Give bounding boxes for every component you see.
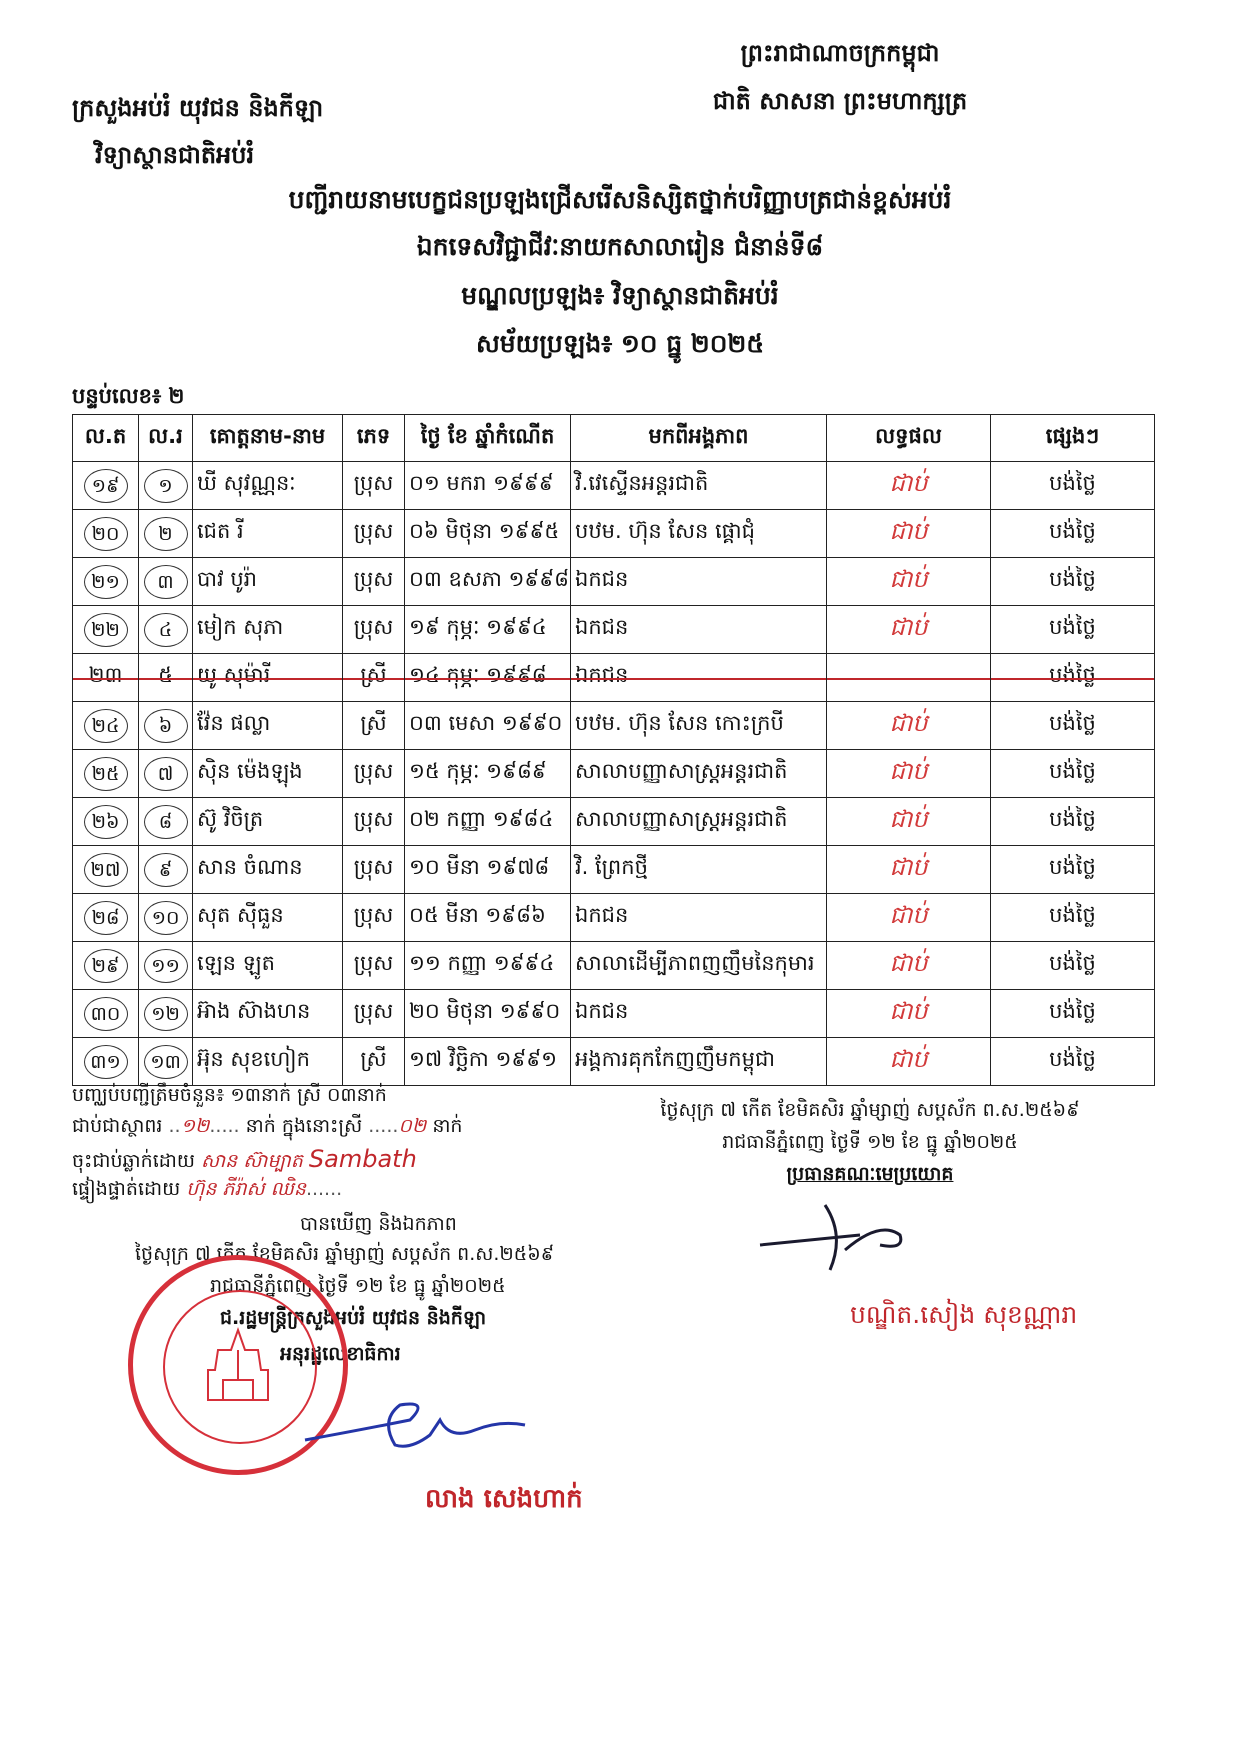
kingdom-line: ព្រះរាជាណាចក្រកម្ពុជា xyxy=(740,39,940,67)
chair-signature-icon xyxy=(750,1190,950,1280)
row-result: ជាប់ xyxy=(827,1038,991,1086)
present-line: ជាប់ជាស្ថាពរ ..១២..... នាក់ ក្នុងនោះស្រី .....០២ នាក់ xyxy=(72,1115,463,1137)
table-header-row xyxy=(73,415,1155,462)
row-sex: ប្រុស xyxy=(343,990,405,1038)
col-header-lt: ល.ត xyxy=(73,415,139,462)
approval-date-solar: រាជធានីភ្នំពេញ ថ្ងៃទី ១២ ខែ ធ្នូ ឆ្នាំ២០២៥ xyxy=(210,1275,506,1297)
row-lt: ២៣ xyxy=(73,654,139,702)
row-dob: ១៤ កុម្ភៈ ១៩៩៨ xyxy=(405,654,571,702)
row-sex: ស្រី xyxy=(343,654,405,702)
row-note: បង់ថ្លៃ xyxy=(991,846,1155,894)
present-count: ១២ xyxy=(180,1115,210,1137)
row-unit: ឯកជន xyxy=(571,990,827,1038)
col-header-unit: មកពីអង្គភាព xyxy=(571,415,827,462)
verified-prefix: ផ្ទៀងផ្ទាត់ដោយ xyxy=(72,1178,181,1200)
candidate-table xyxy=(72,414,1155,1086)
row-unit: អង្គការគុកកែញញឹមកម្ពុជា xyxy=(571,1038,827,1086)
table-row xyxy=(73,798,1155,846)
row-dob: ០៣ មេសា ១៩៩០ xyxy=(405,702,571,750)
row-name: វ៉ែន ផល្លា xyxy=(193,702,343,750)
row-result: ជាប់ xyxy=(827,750,991,798)
row-name: ជេត រី xyxy=(193,510,343,558)
row-note: បង់ថ្លៃ xyxy=(991,894,1155,942)
row-lt: ៣១ xyxy=(84,1045,128,1079)
row-note: បង់ថ្លៃ xyxy=(991,558,1155,606)
row-lr: ២ xyxy=(144,517,188,551)
row-result: ជាប់ xyxy=(827,606,991,654)
row-unit: ឯកជន xyxy=(571,654,827,702)
table-row xyxy=(73,1038,1155,1086)
row-dob: ០៣ ឧសភា ១៩៩៨ xyxy=(405,558,571,606)
row-dob: ១១ កញ្ញា ១៩៩៤ xyxy=(405,942,571,990)
row-name: បាវ បូរ៉ា xyxy=(193,558,343,606)
row-name: ឃី សុវណ្ណនៈ xyxy=(193,462,343,510)
row-result: ជាប់ xyxy=(827,702,991,750)
row-dob: ០៥ មីនា ១៩៨៦ xyxy=(405,894,571,942)
row-lr: ៧ xyxy=(144,757,188,791)
row-dob: ០៦ មិថុនា ១៩៩៥ xyxy=(405,510,571,558)
row-sex: ប្រុស xyxy=(343,558,405,606)
row-lt: ២០ xyxy=(84,517,128,551)
row-sex: ប្រុស xyxy=(343,798,405,846)
institute-name: វិទ្យាស្ថានជាតិអប់រំ xyxy=(95,141,255,169)
row-note: បង់ថ្លៃ xyxy=(991,750,1155,798)
row-sex: ប្រុស xyxy=(343,510,405,558)
title-line-3: មណ្ឌលប្រឡង៖ វិទ្យាស្ថានជាតិអប់រំ xyxy=(461,281,779,310)
row-lt: ២៩ xyxy=(84,949,128,983)
table-row xyxy=(73,462,1155,510)
row-sex: ស្រី xyxy=(343,702,405,750)
right-date-lunar: ថ្ងៃសុក្រ ៧ កើត ខែមិគសិរ ឆ្នាំម្សាញ់ សប្តស័ក ព.ស.២៥៦៩ xyxy=(660,1099,1080,1121)
chair-title: ប្រធានគណៈមេប្រយោគ xyxy=(786,1163,954,1185)
row-dob: ១៥ កុម្ភៈ ១៩៨៩ xyxy=(405,750,571,798)
present-mid: នាក់ ក្នុងនោះស្រី xyxy=(245,1115,363,1137)
row-result: ជាប់ xyxy=(827,942,991,990)
row-unit: បឋម. ហ៊ុន សែន ផ្គោជុំ xyxy=(571,510,827,558)
row-lr: ១០ xyxy=(144,901,188,935)
chair-name: បណ្ឌិត.សៀង សុខណ្ណារា xyxy=(850,1300,1078,1329)
col-header-note: ផ្សេងៗ xyxy=(991,415,1155,462)
row-dob: ១៧ វិច្ឆិកា ១៩៩១ xyxy=(405,1038,571,1086)
row-unit: សាលាបញ្ញាសាស្ត្រអន្តរជាតិ xyxy=(571,798,827,846)
row-unit: ឯកជន xyxy=(571,894,827,942)
row-note: បង់ថ្លៃ xyxy=(991,606,1155,654)
row-note: បង់ថ្លៃ xyxy=(991,702,1155,750)
row-unit: វិ. ព្រែកថ្មី xyxy=(571,846,827,894)
temple-emblem-icon xyxy=(203,1325,273,1405)
row-lt: ៣០ xyxy=(84,997,128,1031)
verified-line: ផ្ទៀងផ្ទាត់ដោយ ហ៊ុន ភីរ៉ាស់ ឈិន...... xyxy=(72,1178,343,1200)
row-sex: ប្រុស xyxy=(343,894,405,942)
row-sex: ស្រី xyxy=(343,1038,405,1086)
table-row xyxy=(73,510,1155,558)
row-lr: ១១ xyxy=(144,949,188,983)
row-name: អ៊ាង ស៊ាងហន xyxy=(193,990,343,1038)
row-lr: ១ xyxy=(144,469,188,503)
row-unit: សាលាដើម្បីភាពញញឹមនៃកុមារ xyxy=(571,942,827,990)
row-name: សាន ចំណាន xyxy=(193,846,343,894)
col-header-dob: ថ្ងៃ ខែ ឆ្នាំកំណើត xyxy=(405,415,571,462)
table-row xyxy=(73,894,1155,942)
row-lr: ៦ xyxy=(144,709,188,743)
row-unit: សាលាបញ្ញាសាស្ត្រអន្តរជាតិ xyxy=(571,750,827,798)
row-result: ជាប់ xyxy=(827,510,991,558)
row-lr: ៨ xyxy=(144,805,188,839)
row-name: សុត ស៊ីធួន xyxy=(193,894,343,942)
row-name: មៀក សុភា xyxy=(193,606,343,654)
row-sex: ប្រុស xyxy=(343,462,405,510)
table-row xyxy=(73,606,1155,654)
row-unit: វិ.វេស្ទើនអន្តរជាតិ xyxy=(571,462,827,510)
row-note: បង់ថ្លៃ xyxy=(991,990,1155,1038)
table-row xyxy=(73,990,1155,1038)
row-note: បង់ថ្លៃ xyxy=(991,510,1155,558)
table-row xyxy=(73,846,1155,894)
row-lr: ៥ xyxy=(139,654,193,702)
row-lr: ៩ xyxy=(144,853,188,887)
table-row-struck xyxy=(73,654,1155,702)
row-sex: ប្រុស xyxy=(343,942,405,990)
row-sex: ប្រុស xyxy=(343,750,405,798)
approval-signature-icon xyxy=(300,1380,530,1470)
approval-name: លាង សេងហាក់ xyxy=(425,1484,583,1514)
row-lr: ៣ xyxy=(144,565,188,599)
recorded-prefix: ចុះជាប់ឆ្លាក់ដោយ xyxy=(72,1150,195,1172)
col-header-lr: ល.រ xyxy=(139,415,193,462)
total-line: បញ្ឈប់បញ្ជីត្រឹមចំនួន៖ ១៣នាក់ ស្រី ០៣នាក់ xyxy=(72,1084,387,1106)
row-result xyxy=(827,654,991,702)
row-lt: ២៥ xyxy=(84,757,128,791)
recorded-name: សាន ស៊ាម្បាត xyxy=(200,1150,303,1172)
recorded-signature: Sambath xyxy=(308,1145,417,1173)
row-note: បង់ថ្លៃ xyxy=(991,654,1155,702)
right-date-solar: រាជធានីភ្នំពេញ ថ្ងៃទី ១២ ខែ ធ្នូ ឆ្នាំ២០២៥ xyxy=(722,1131,1018,1153)
row-dob: ០២ កញ្ញា ១៩៨៤ xyxy=(405,798,571,846)
col-header-sex: ភេទ xyxy=(343,415,405,462)
approval-date-lunar: ថ្ងៃសុក្រ ៧ កើត ខែមិគសិរ ឆ្នាំម្សាញ់ សប្តស័ក ព.ស.២៥៦៩ xyxy=(135,1243,555,1265)
row-lt: ២២ xyxy=(84,613,128,647)
row-lr: ៤ xyxy=(144,613,188,647)
ministry-name: ក្រសួងអប់រំ យុវជន និងកីឡា xyxy=(72,94,324,122)
col-header-name: គោត្តនាម-នាម xyxy=(193,415,343,462)
row-lr: ១២ xyxy=(144,997,188,1031)
row-name: យូ សុម៉ារី xyxy=(193,654,343,702)
title-line-1: បញ្ជីរាយនាមបេក្ខជនប្រឡងជ្រើសរើសនិស្សិតថ្នាក់បរិញ្ញាបត្រជាន់ខ្ពស់អប់រំ xyxy=(288,185,952,214)
row-dob: ០១ មករា ១៩៩៩ xyxy=(405,462,571,510)
row-lr: ១៣ xyxy=(144,1045,188,1079)
row-sex: ប្រុស xyxy=(343,606,405,654)
row-result: ជាប់ xyxy=(827,558,991,606)
approval-role: អនុរដ្ឋលេខាធិការ xyxy=(280,1343,401,1365)
recorded-line xyxy=(72,1145,417,1177)
table-row xyxy=(73,702,1155,750)
row-unit: ឯកជន xyxy=(571,606,827,654)
row-note: បង់ថ្លៃ xyxy=(991,942,1155,990)
row-dob: ១៩ កុម្ភៈ ១៩៩៤ xyxy=(405,606,571,654)
row-dob: ២០ មិថុនា ១៩៩០ xyxy=(405,990,571,1038)
row-unit: បឋម. ហ៊ុន សែន កោះក្របី xyxy=(571,702,827,750)
row-unit: ឯកជន xyxy=(571,558,827,606)
row-result: ជាប់ xyxy=(827,846,991,894)
seen-approved: បានឃើញ និងឯកភាព xyxy=(300,1213,457,1235)
row-lt: ២៤ xyxy=(84,709,128,743)
present-prefix: ជាប់ជាស្ថាពរ xyxy=(72,1115,163,1137)
row-name: ឡេន ឡូត xyxy=(193,942,343,990)
room-label: បន្ទប់លេខ៖ ២ xyxy=(72,384,185,408)
table-row xyxy=(73,750,1155,798)
table-row xyxy=(73,558,1155,606)
row-result: ជាប់ xyxy=(827,990,991,1038)
row-result: ជាប់ xyxy=(827,798,991,846)
present-female: ០២ xyxy=(398,1115,427,1137)
row-lt: ១៩ xyxy=(84,469,128,503)
row-name: ស៊ូ វិចិត្រ xyxy=(193,798,343,846)
title-line-4: សម័យប្រឡង៖ ១០ ធ្នូ ២០២៥ xyxy=(475,329,765,358)
row-lt: ២៨ xyxy=(84,901,128,935)
verified-name: ហ៊ុន ភីរ៉ាស់ ឈិន xyxy=(186,1178,306,1200)
title-line-2: ឯកទេសវិជ្ជាជីវៈនាយកសាលារៀន ជំនាន់ទី៨ xyxy=(416,232,824,261)
approval-office: ជ.រដ្ឋមន្ត្រីក្រសួងអប់រំ យុវជន និងកីឡា xyxy=(220,1307,487,1329)
present-suffix: នាក់ xyxy=(432,1115,463,1137)
row-result: ជាប់ xyxy=(827,462,991,510)
row-sex: ប្រុស xyxy=(343,846,405,894)
row-note: បង់ថ្លៃ xyxy=(991,798,1155,846)
row-lt: ២៦ xyxy=(84,805,128,839)
table-body xyxy=(73,462,1155,1086)
row-lt: ២១ xyxy=(84,565,128,599)
row-result: ជាប់ xyxy=(827,894,991,942)
table-row xyxy=(73,942,1155,990)
row-lt: ២៧ xyxy=(84,853,128,887)
col-header-result: លទ្ធផល xyxy=(827,415,991,462)
row-dob: ១០ មីនា ១៩៧៨ xyxy=(405,846,571,894)
row-name: អ៊ុន សុខហៀក xyxy=(193,1038,343,1086)
row-name: ស៊ិន ម៉េងឡុង xyxy=(193,750,343,798)
motto-line: ជាតិ សាសនា ព្រះមហាក្សត្រ xyxy=(712,87,968,115)
row-note: បង់ថ្លៃ xyxy=(991,1038,1155,1086)
row-note: បង់ថ្លៃ xyxy=(991,462,1155,510)
